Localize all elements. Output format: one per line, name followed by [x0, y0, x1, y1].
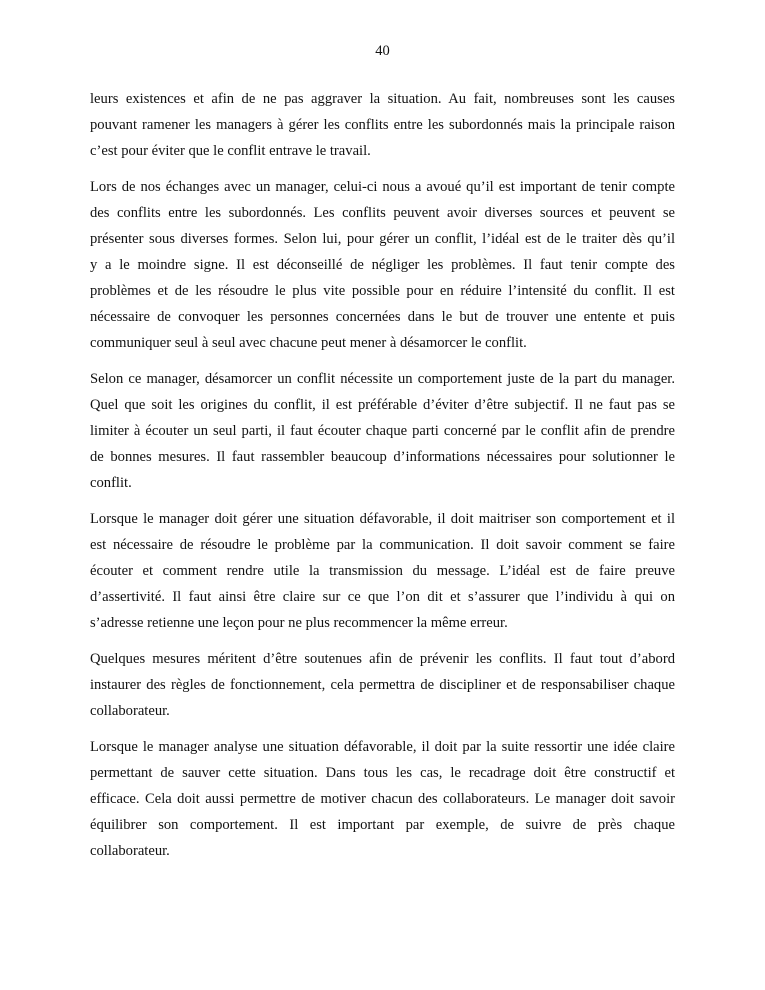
- text-line: communiquer seul à seul avec chacune peut mener à désamorcer le conflit.: [90, 335, 527, 351]
- text-line: leurs existences et afin de ne pas aggraver la situation. Au fait, nombreuses sont les causes: [90, 91, 675, 107]
- paragraph: [90, 506, 675, 636]
- text-line: problèmes et de les résoudre le plus vite possible pour en réduire l’intensité du conflit. Il est: [90, 283, 675, 299]
- text-line: c’est pour éviter que le conflit entrave le travail.: [90, 143, 371, 159]
- paragraph: [90, 86, 675, 164]
- text-line: y a le moindre signe. Il est déconseillé de négliger les problèmes. Il faut tenir compte des: [90, 257, 675, 273]
- text-line: collaborateur.: [90, 843, 170, 859]
- text-line: nécessaire de convoquer les personnes concernées dans le but de trouver une entente et puis: [90, 309, 675, 325]
- text-line: permettant de sauver cette situation. Dans tous les cas, le recadrage doit être constructif et: [90, 765, 675, 781]
- text-line: Lors de nos échanges avec un manager, celui-ci nous a avoué qu’il est important de tenir compte: [90, 179, 675, 195]
- text-line: Lorsque le manager doit gérer une situation défavorable, il doit maitriser son comportement et il: [90, 511, 675, 527]
- text-line: équilibrer son comportement. Il est important par exemple, de suivre de près chaque: [90, 817, 675, 833]
- body-text: [90, 86, 675, 874]
- text-line: collaborateur.: [90, 703, 170, 719]
- text-line: est nécessaire de résoudre le problème par la communication. Il doit savoir comment se faire: [90, 537, 675, 553]
- page-number: 40: [375, 43, 390, 59]
- text-line: conflit.: [90, 475, 132, 491]
- text-line: écouter et comment rendre utile la transmission du message. L’idéal est de faire preuve: [90, 563, 675, 579]
- text-line: Quel que soit les origines du conflit, il est préférable d’éviter d’être subjectif. Il ne faut pas se: [90, 397, 675, 413]
- paragraph: [90, 646, 675, 724]
- text-line: pouvant ramener les managers à gérer les conflits entre les subordonnés mais la principale raison: [90, 117, 675, 133]
- text-line: instaurer des règles de fonctionnement, cela permettra de discipliner et de responsabiliser chaque: [90, 677, 675, 693]
- text-line: de bonnes mesures. Il faut rassembler beaucoup d’informations nécessaires pour solutionner le: [90, 449, 675, 465]
- text-line: s’adresse retienne une leçon pour ne plus recommencer la même erreur.: [90, 615, 508, 631]
- text-line: d’assertivité. Il faut ainsi être claire sur ce que l’on dit et s’assurer que l’individu à qui on: [90, 589, 675, 605]
- text-line: des conflits entre les subordonnés. Les conflits peuvent avoir diverses sources et peuvent se: [90, 205, 675, 221]
- text-line: Selon ce manager, désamorcer un conflit nécessite un comportement juste de la part du manager.: [90, 371, 675, 387]
- paragraph: [90, 174, 675, 356]
- text-line: limiter à écouter un seul parti, il faut écouter chaque parti concerné par le conflit afin de prendre: [90, 423, 675, 439]
- text-line: efficace. Cela doit aussi permettre de motiver chacun des collaborateurs. Le manager doit savoir: [90, 791, 675, 807]
- paragraph: [90, 734, 675, 864]
- text-line: présenter sous diverses formes. Selon lui, pour gérer un conflit, l’idéal est de le traiter dès qu’il: [90, 231, 675, 247]
- paragraph: [90, 366, 675, 496]
- text-line: Quelques mesures méritent d’être soutenues afin de prévenir les conflits. Il faut tout d’abord: [90, 651, 675, 667]
- text-line: Lorsque le manager analyse une situation défavorable, il doit par la suite ressortir une idée claire: [90, 739, 675, 755]
